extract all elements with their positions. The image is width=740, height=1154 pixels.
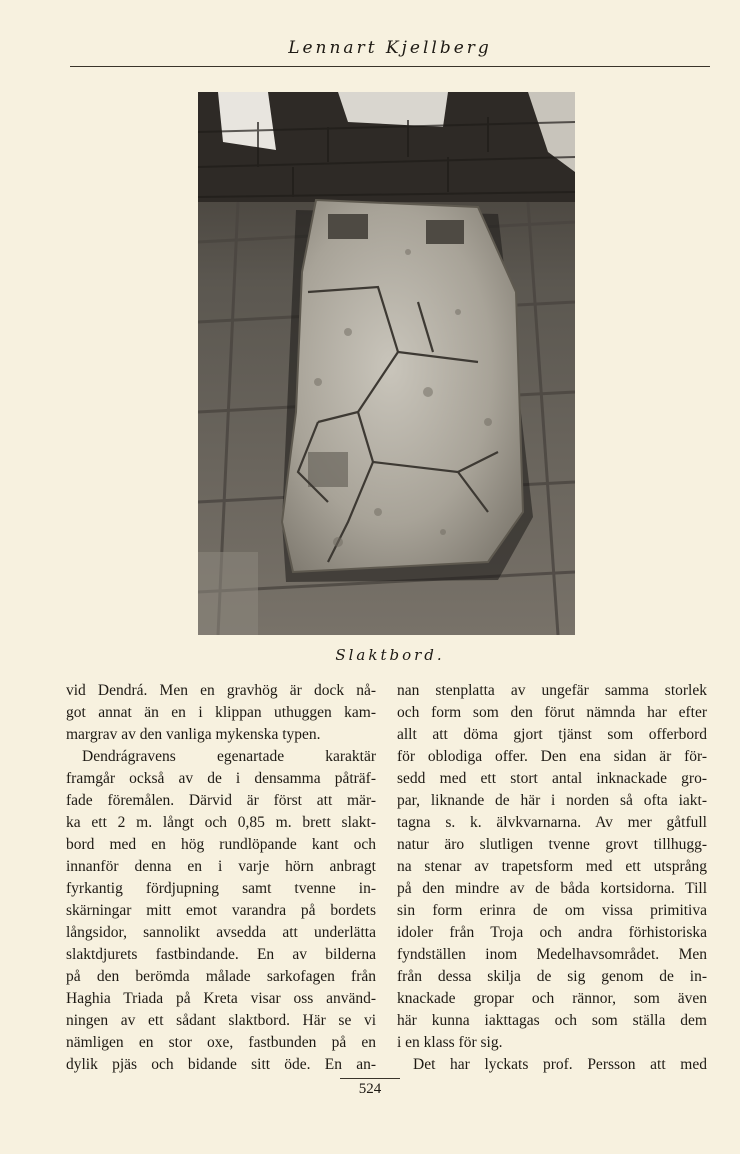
text-line: allt att döma gjort tjänst som offerbord [397, 726, 707, 743]
text-line: sedd med ett stort antal inknackade gro- [397, 770, 707, 787]
text-line: bord med en hög rundlöpande kant och [66, 836, 376, 853]
slaughter-table-photo [198, 92, 575, 635]
text-line: Dendrágravens egenartade karaktär [82, 748, 376, 765]
text-line: knackade gropar och rännor, som även [397, 990, 707, 1007]
text-line: Haghia Triada på Kreta visar oss använd- [66, 990, 376, 1007]
text-line: från dessa skilja de sig genom de in- [397, 968, 707, 985]
text-line: långsidor, sannolikt avsedda att underlätta [66, 924, 376, 941]
figure-caption: Slaktbord. [335, 646, 445, 664]
text-line: innanför denna en i varje hörn anbragt [66, 858, 376, 875]
running-header: Lennart Kjellberg [288, 38, 492, 58]
text-line: fyrkantig fördjupning samt tvenne in- [66, 880, 376, 897]
text-column-right [397, 680, 707, 1076]
text-line: och form som den förut nämnda har efter [397, 704, 707, 721]
text-line: vid Dendrá. Men en gravhög är dock nå- [66, 682, 376, 699]
text-line: för oblodiga offer. Den ena sidan är för- [397, 748, 707, 765]
text-line: slaktdjurets fastbindande. En av bilderna [66, 946, 376, 963]
text-line: fade föremålen. Därvid är först att mär- [66, 792, 376, 809]
text-line: dylik pjäs och bidande sitt öde. En an- [66, 1056, 376, 1073]
text-line: par, liknande de här i norden så ofta iakt- [397, 792, 707, 809]
text-line: ningen av ett sådant slaktbord. Här se vi [66, 1012, 376, 1029]
text-line: på den berömda målade sarkofagen från [66, 968, 376, 985]
text-line: skärningar mitt emot varandra på bordets [66, 902, 376, 919]
text-line: nämligen en stor oxe, fastbunden på en [66, 1034, 376, 1051]
text-line: ka ett 2 m. långt och 0,85 m. brett slakt- [66, 814, 376, 831]
text-line: margrav av den vanliga mykenska typen. [66, 726, 321, 743]
text-line: got annat än en i klippan uthuggen kam- [66, 704, 376, 721]
header-rule [70, 66, 710, 67]
text-line: i en klass för sig. [397, 1034, 503, 1051]
text-line: sin form erinra de om vissa primitiva [397, 902, 707, 919]
page-number: 524 [340, 1078, 400, 1098]
text-line: idoler från Troja och andra förhistoriska [397, 924, 707, 941]
text-column-left [66, 680, 376, 1076]
text-line: fyndställen inom Medelhavsområdet. Men [397, 946, 707, 963]
text-line: tagna s. k. älvkvarnarna. Av mer gåtfull [397, 814, 707, 831]
text-line: här kunna iakttagas och som ställa dem [397, 1012, 707, 1029]
text-line: na stenar av trapetsform med ett utsprång [397, 858, 707, 875]
text-line: natur äro slutligen tvenne grovt tillhugg- [397, 836, 707, 853]
text-line: Det har lyckats prof. Persson att med [413, 1056, 707, 1073]
text-line: nan stenplatta av ungefär samma storlek [397, 682, 707, 699]
text-line: framgår också av de i densamma påträf- [66, 770, 376, 787]
text-line: på den mindre av de båda kortsidorna. Till [397, 880, 707, 897]
